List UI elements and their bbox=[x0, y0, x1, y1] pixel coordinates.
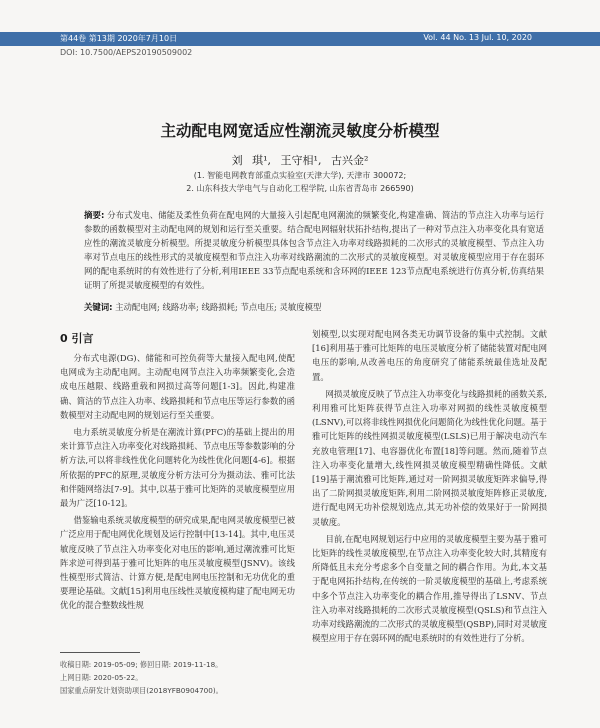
paragraph: 借鉴输电系统灵敏度模型的研究成果,配电网灵敏度模型已被广泛应用于配电网优化规划及运行控制中[13-14]。其中,电压灵敏度反映了节点注入功率变化对电压的影响,通过潮流雅可比矩阵求逆可得到基于雅可比矩阵的电压灵敏度模型(JSNV)。该线性模型形式简洁、计算方便,是配电网电压控制和无功优化的重要理论基础。文献[15]利用电压线性灵敏度模构建了配电网无功优化的混合整数线性规 bbox=[60, 515, 295, 611]
journal-issue-info: 第44卷 第13期 2020年7月10日 bbox=[60, 34, 178, 43]
footnote-divider bbox=[60, 652, 140, 653]
footnotes bbox=[60, 658, 300, 697]
paragraph: 划模型,以实现对配电网各类无功调节设备的集中式控制。文献[16]利用基于雅可比矩阵的电压灵敏度分析了储能装置对配电网电压的影响,从改善电压的角度研究了储能系统最佳选址及配置。 bbox=[312, 329, 547, 382]
keywords-label: 关键词: bbox=[84, 302, 113, 312]
doi[interactable]: DOI: 10.7500/AEPS20190509002 bbox=[60, 48, 193, 57]
footnote-online-date: 上网日期: 2020-05-22。 bbox=[60, 673, 143, 682]
authors: 刘 琪¹, 王守相¹, 古兴金² bbox=[231, 154, 369, 167]
journal-header-band bbox=[0, 32, 600, 46]
keywords-text: 主动配电网; 线路功率; 线路损耗; 节点电压; 灵敏度模型 bbox=[115, 302, 322, 312]
abstract bbox=[84, 208, 544, 293]
journal-issue-info-english: Vol. 44 No. 13 Jul. 10, 2020 bbox=[423, 33, 532, 42]
paragraph: 分布式电源(DG)、储能和可控负荷等大量接入配电网,使配电网成为主动配电网。主动配电网节点注入功率频繁变化,会造成电压越限、线路重载和网损过高等问题[1-3]。因此,构建准确、简洁的节点注入功率、线路损耗和节点电压等运行参数的函数模型对主动配电网的规划运行至关重要。 bbox=[60, 353, 295, 420]
right-column bbox=[312, 327, 547, 645]
footnote-funding: 国家重点研发计划资助项目(2018YFB0904700)。 bbox=[60, 686, 223, 695]
affiliation-2: 2. 山东科技大学电气与自动化工程学院, 山东省青岛市 266590) bbox=[186, 184, 414, 193]
paragraph: 目前,在配电网规划运行中应用的灵敏度模型主要为基于雅可比矩阵的线性灵敏度模型,在节点注入功率变化较大时,其精度有所降低且未充分考虑多个自变量之间的耦合作用。为此,本文基于配电网拓扑结构,在传统的一阶灵敏度模型的基础上,考虑系统中多个节点注入功率变化的耦合作用,推导得出了LSNV、节点注入功率对线路损耗的二次形式灵敏度模型(QSLS)和节点注入功率对线路潮流的二次形式的灵敏度模型(QSBP),同时对灵敏度模型应用于存在弱环网的配电系统时的有效性进行了分析。 bbox=[312, 533, 547, 644]
affiliation-1: (1. 智能电网教育部重点实验室(天津大学), 天津市 300072; bbox=[193, 171, 407, 180]
paper-title: 主动配电网宽适应性潮流灵敏度分析模型 bbox=[160, 122, 440, 140]
paragraph: 网损灵敏度反映了节点注入功率变化与线路损耗的函数关系,利用雅可比矩阵获得节点注入功率对网损的线性灵敏度模型(LSNV),可以将非线性网损优化问题简化为线性优化问题。基于雅可比矩阵的线性网损灵敏度模型(LSLS)已用于解决电动汽车充放电管理[17]、电容器优化布置[18]等问题。然而,随着节点注入功率变化量增大,线性网损灵敏度模型精确性降低。文献[19]基于潮流雅可比矩阵,通过对一阶网损灵敏度矩阵求偏导,得出了二阶网损灵敏度矩阵,利用二阶网损灵敏度矩阵修正灵敏度,进行配电网无功补偿规划选点,其无功补偿的效果好于一阶网损灵敏度。 bbox=[312, 388, 547, 527]
keywords bbox=[84, 301, 544, 313]
footnote-received-date: 收稿日期: 2019-05-09; 修回日期: 2019-11-18。 bbox=[60, 660, 223, 669]
left-column bbox=[60, 351, 295, 613]
paragraph: 电力系统灵敏度分析是在潮流计算(PFC)的基础上提出的用来计算节点注入功率变化对线路损耗、节点电压等参数影响的分析方法,可以将非线性优化问题转化为线性优化问题[4-6]。根据所依据的PFC的原理,灵敏度分析方法可分为摄动法、雅可比法和伴随网络法[7-9]。其中,以基于雅可比矩阵的灵敏度模型应用最为广泛[10-12]。 bbox=[60, 427, 295, 509]
section-heading-introduction: 0 引言 bbox=[60, 332, 94, 345]
abstract-text: 分布式发电、储能及柔性负荷在配电网的大量接入引起配电网潮流的频繁变化,构建准确、简洁的节点注入功率与运行参数的函数模型对主动配电网的规划和运行至关重要。结合配电网辐射状拓扑结构,提出了一种对节点注入功率变化具有宽适应性的潮流灵敏度分析模型。所提灵敏度分析模型具体包含节点注入功率对线路损耗的二次形式的灵敏度模型、节点注入功率对节点电压的线性形式的灵敏度模型和节点注入功率对线路潮流的二次形式的灵敏度模型。对灵敏度模型应用于存在弱环网的配电系统时的有效性进行了分析,利用IEEE 33节点配电系统和含环网的IEEE 123节点配电系统进行仿真分析,仿真结果证明了所提灵敏度模型的有效性。 bbox=[84, 210, 544, 291]
abstract-label: 摘要: bbox=[84, 210, 105, 220]
